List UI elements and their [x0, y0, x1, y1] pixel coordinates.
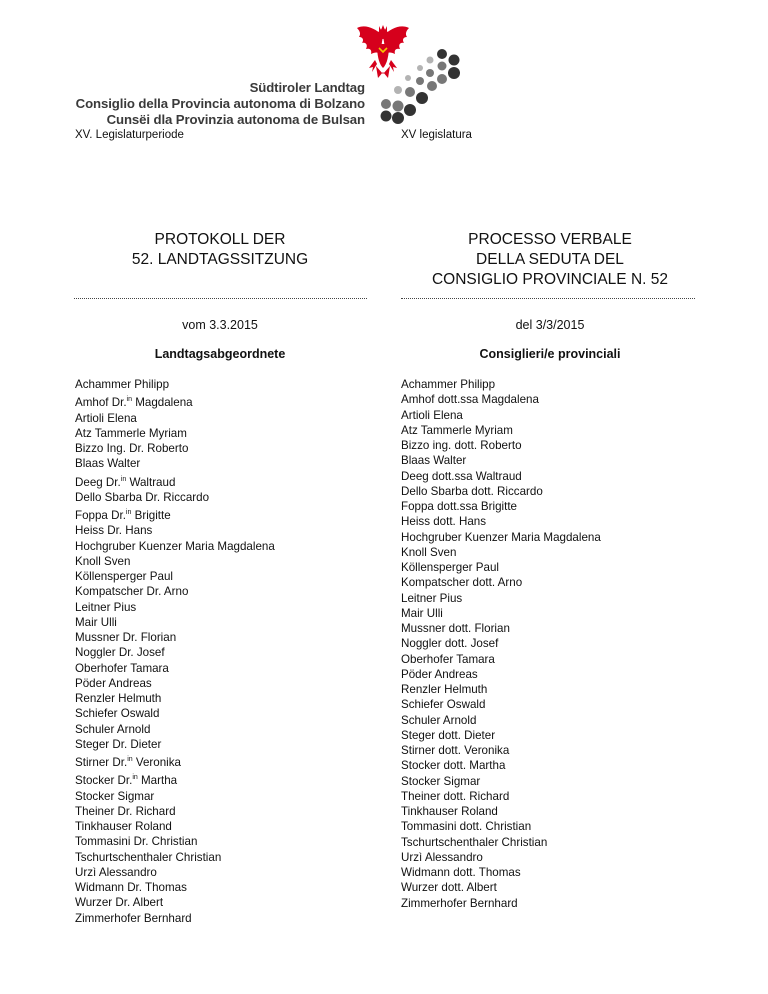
member-name-de	[75, 789, 275, 804]
member-name-text: Tinkhauser Roland	[75, 820, 172, 833]
member-name-de	[75, 584, 275, 599]
member-name-de	[75, 676, 275, 691]
member-name-it: Stocker dott. Martha	[401, 759, 506, 773]
member-name-it: Widmann dott. Thomas	[401, 866, 521, 879]
protocol-title-de	[70, 230, 370, 270]
member-name-it: Hochgruber Kuenzer Maria Magdalena	[401, 530, 601, 544]
member-name-text: Mair Ulli	[75, 615, 117, 629]
member-name-text: Schuler Arnold	[75, 722, 151, 736]
logo-dot	[381, 99, 391, 109]
logo-dot	[417, 65, 423, 71]
logo-dot	[449, 55, 460, 66]
logo-dot	[427, 81, 437, 91]
member-name-de	[75, 834, 275, 849]
protocol-title-it-line: CONSIGLIO PROVINCIALE N. 52	[431, 271, 668, 288]
member-name-text: Kompatscher Dr. Arno	[75, 585, 189, 599]
member-name-de	[75, 865, 275, 880]
member-name-text: Zimmerhofer Bernhard	[75, 911, 192, 925]
member-name-text: Theiner Dr. Richard	[75, 804, 176, 818]
member-name-de	[75, 895, 275, 910]
member-name-text: Knoll Sven	[75, 554, 131, 568]
member-name-de	[75, 804, 275, 819]
institution-name-lad: Cunsëi dla Provinzia autonoma de Bulsan	[106, 112, 365, 127]
landtag-dots-logo-icon	[378, 48, 468, 124]
member-name-it: Amhof dott.ssa Magdalena	[401, 393, 539, 407]
member-name-it: Tschurtschenthaler Christian	[401, 835, 548, 849]
member-name-de	[75, 722, 275, 737]
member-name-it: Theiner dott. Richard	[401, 789, 510, 803]
member-name-text: Urzì Alessandro	[75, 865, 157, 879]
member-name-de	[75, 490, 275, 505]
member-name-it: Stocker Sigmar	[401, 774, 481, 788]
member-name-de	[75, 600, 275, 615]
member-name-de	[75, 752, 275, 770]
member-name-text: Veronika	[132, 756, 181, 769]
logo-dot	[426, 69, 434, 77]
member-name-it: Tommasini dott. Christian	[401, 820, 532, 834]
member-name-text: Mussner Dr. Florian	[75, 631, 177, 644]
logo-dot	[427, 57, 434, 64]
member-name-it: Wurzer dott. Albert	[401, 881, 497, 895]
title-suffix: in	[126, 396, 132, 404]
protocol-title-it-line: PROCESSO VERBALE	[468, 231, 632, 248]
member-name-it: Stirner dott. Veronika	[401, 744, 510, 757]
member-name-de	[75, 505, 275, 523]
institution-name-de: Südtiroler Landtag	[249, 80, 365, 95]
member-name-de	[75, 819, 275, 834]
members-list-de	[75, 377, 275, 926]
member-name-text: Widmann Dr. Thomas	[75, 881, 187, 894]
logo-dot	[392, 112, 404, 124]
member-name-de	[75, 706, 275, 721]
members-list-it	[401, 377, 601, 911]
member-name-it: Urzì Alessandro	[401, 850, 483, 864]
member-name-it: Zimmerhofer Bernhard	[401, 896, 518, 910]
member-name-de	[75, 426, 275, 441]
title-suffix: in	[132, 774, 138, 782]
title-suffix: in	[127, 756, 133, 763]
member-name-it: Dello Sbarba dott. Riccardo	[401, 484, 543, 498]
member-name-text: Wurzer Dr. Albert	[75, 896, 164, 910]
member-name-text: Renzler Helmuth	[75, 692, 162, 705]
member-name-text: Noggler Dr. Josef	[75, 646, 165, 660]
member-name-text: Hochgruber Kuenzer Maria Magdalena	[75, 539, 275, 553]
member-name-de	[75, 911, 275, 926]
member-name-text: Martha	[137, 774, 178, 788]
member-name-text: Pöder Andreas	[75, 676, 152, 690]
divider-it	[401, 298, 695, 299]
member-name-text: Stirner Dr.	[75, 756, 128, 769]
member-name-it: Kompatscher dott. Arno	[401, 576, 523, 590]
protocol-title-it-line: DELLA SEDUTA DEL	[476, 251, 624, 268]
logo-dot	[448, 67, 460, 79]
member-name-de	[75, 630, 275, 645]
member-name-text: Deeg Dr.	[75, 475, 121, 489]
member-name-text: Schiefer Oswald	[75, 707, 160, 721]
member-name-text: Magdalena	[132, 396, 193, 410]
member-name-text: Foppa Dr.	[75, 509, 126, 522]
legislature-de: XV. Legislaturperiode	[75, 129, 184, 141]
logo-dot	[416, 77, 424, 85]
session-date-it: del 3/3/2015	[515, 318, 585, 332]
member-name-de	[75, 539, 275, 554]
member-name-text: Stocker Sigmar	[75, 789, 155, 803]
member-name-text: Brigitte	[131, 509, 171, 522]
logo-dot	[405, 75, 411, 81]
member-name-de	[75, 880, 275, 895]
logo-dot	[416, 92, 428, 104]
member-name-de	[75, 691, 275, 706]
member-name-it: Pöder Andreas	[401, 667, 478, 681]
member-name-de	[75, 645, 275, 660]
member-name-de	[75, 661, 275, 676]
member-name-it: Renzler Helmuth	[401, 683, 488, 696]
legislature-it: XV legislatura	[401, 129, 472, 141]
member-name-de	[75, 615, 275, 630]
member-name-de	[75, 392, 275, 410]
member-name-it: Mussner dott. Florian	[401, 622, 510, 635]
member-name-text: Oberhofer Tamara	[75, 661, 169, 675]
member-name-de	[75, 850, 275, 865]
member-name-text: Bizzo Ing. Dr. Roberto	[75, 442, 189, 455]
member-name-it: Knoll Sven	[401, 545, 457, 559]
member-name-text: Achammer Philipp	[75, 378, 170, 391]
member-name-text: Leitner Pius	[75, 600, 137, 614]
member-name-text: Stocker Dr.	[75, 774, 133, 788]
member-name-de	[75, 770, 275, 788]
member-name-text: Artioli Elena	[75, 411, 137, 425]
logo-dot	[438, 62, 447, 71]
member-name-it: Schiefer Oswald	[401, 698, 486, 712]
logo-dot	[405, 87, 415, 97]
member-name-it: Heiss dott. Hans	[401, 515, 487, 529]
member-name-de	[75, 472, 275, 490]
protocol-title-de-line: PROTOKOLL DER	[154, 231, 286, 248]
member-name-de	[75, 569, 275, 584]
member-name-de	[75, 377, 275, 392]
member-name-text: Steger Dr. Dieter	[75, 737, 162, 751]
member-name-text: Dello Sbarba Dr. Riccardo	[75, 490, 210, 504]
divider-de	[74, 298, 367, 299]
member-name-it: Tinkhauser Roland	[401, 805, 498, 818]
member-name-text: Tschurtschenthaler Christian	[75, 850, 222, 864]
logo-dot	[437, 49, 447, 59]
member-name-it: Köllensperger Paul	[401, 561, 499, 574]
member-name-text: Köllensperger Paul	[75, 570, 173, 583]
member-name-it: Blaas Walter	[401, 454, 467, 468]
institution-name-it: Consiglio della Provincia autonoma di Bolzano	[75, 96, 365, 111]
members-heading-de: Landtagsabgeordnete	[154, 347, 286, 361]
logo-dot	[394, 86, 402, 94]
member-name-text: Waltraud	[126, 475, 176, 489]
member-name-it: Schuler Arnold	[401, 713, 477, 727]
member-name-it: Bizzo ing. dott. Roberto	[401, 439, 522, 452]
member-name-it: Achammer Philipp	[401, 378, 496, 391]
title-suffix: in	[125, 509, 132, 516]
member-name-it: Oberhofer Tamara	[401, 652, 495, 666]
protocol-title-it	[400, 230, 700, 290]
member-name-text: Tommasini Dr. Christian	[75, 835, 198, 849]
logo-dot	[404, 104, 416, 116]
member-name-it: Leitner Pius	[401, 591, 463, 605]
member-name-de	[75, 441, 275, 456]
member-name-it: Noggler dott. Josef	[401, 637, 499, 651]
logo-dot	[393, 101, 404, 112]
members-heading-it: Consiglieri/e provinciali	[479, 347, 621, 361]
session-date-de: vom 3.3.2015	[182, 318, 258, 332]
member-name-it: Atz Tammerle Myriam	[401, 423, 513, 437]
member-name-text: Heiss Dr. Hans	[75, 524, 153, 538]
member-name-de	[75, 554, 275, 569]
member-name-de	[75, 737, 275, 752]
member-name-text: Blaas Walter	[75, 457, 141, 471]
member-name-de	[75, 456, 275, 471]
member-name-it: Foppa dott.ssa Brigitte	[401, 500, 517, 513]
title-suffix: in	[120, 475, 127, 483]
member-name-it: Artioli Elena	[401, 408, 463, 422]
logo-dot	[381, 111, 392, 122]
member-name-it: Mair Ulli	[401, 606, 443, 620]
member-name-de	[75, 523, 275, 538]
member-name-it: Steger dott. Dieter	[401, 728, 496, 742]
member-name-text: Atz Tammerle Myriam	[75, 426, 187, 440]
member-name-de	[75, 411, 275, 426]
member-name-it: Deeg dott.ssa Waltraud	[401, 469, 522, 483]
logo-dot	[437, 74, 447, 84]
protocol-title-de-line: 52. LANDTAGSSITZUNG	[131, 251, 309, 268]
member-name-text: Amhof Dr.	[75, 396, 127, 410]
